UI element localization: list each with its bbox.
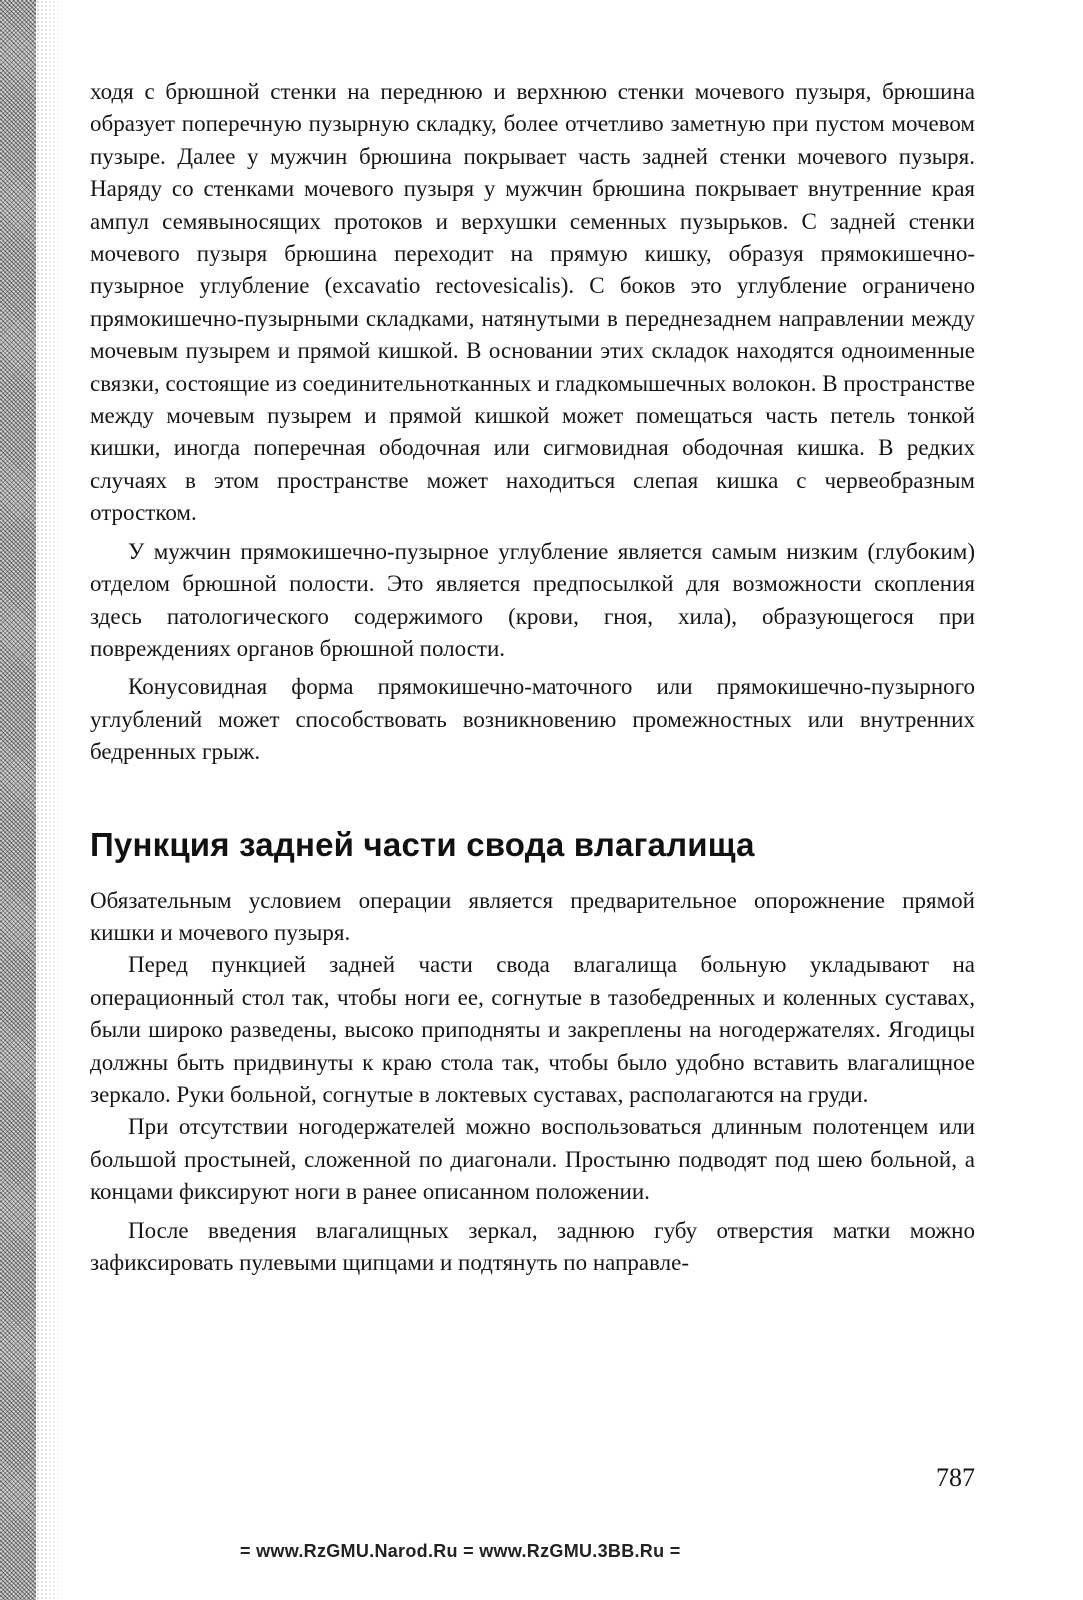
page-number: 787 — [936, 1463, 975, 1492]
page-content — [90, 76, 975, 1279]
section-heading: Пункция задней части свода влагалища — [90, 825, 755, 863]
section-paragraph: Обязательным условием операции является предварительное опорожнение прямой кишки и мочевого пузыря. — [90, 887, 975, 945]
footer-watermark: = www.RzGMU.Narod.Ru = www.RzGMU.3BB.Ru = — [240, 1541, 681, 1561]
body-paragraph: ходя с брюшной стенки на переднюю и верхнюю стенки мочевого пузыря, брюшина образует поперечную пузырную складку, более отчетливо заметную при пустом мочевом пузыре. Далее у мужчин брюшина покрывает часть задней стенки мочевого пузыря. Наряду со стенками мочевого пузыря у мужчин брюшина покрывает внутренние края ампул семявыносящих протоков и верхушки семенных пузырьков. С задней стенки мочевого пузыря брюшина переходит на прямую кишку, образуя прямокишечно-пузырное углубление (excavatio rectovesicalis). С боков это углубление ограничено прямокишечно-пузырными складками, натянутыми в переднезаднем направлении между мочевым пузырем и прямой кишкой. В основании этих складок находятся одноименные связки, состоящие из соединительнотканных и гладкомышечных волокон. В пространстве между мочевым пузырем и прямой кишкой может помещаться часть петель тонкой кишки, иногда поперечная ободочная или сигмовидная ободочная кишка. В редких случаях в этом пространстве может находиться слепая кишка с червеобразным отростком. — [90, 79, 975, 526]
book-binding-edge — [0, 0, 36, 1600]
section-paragraph: Перед пункцией задней части свода влагалища больную укладывают на операционный стол так, чтобы ноги ее, согнутые в тазобедренных и коленных суставах, были широко разведены, высоко приподняты и закреплены на ногодержателях. Ягодицы должны быть придвинуты к краю стола так, чтобы было удобно вставить влагалищное зеркало. Руки больной, согнутые в локтевых суставах, располагаются на груди. — [90, 952, 975, 1107]
section-paragraph: После введения влагалищных зеркал, заднюю губу отверстия матки можно зафиксировать пулевыми щипцами и подтянуть по направле- — [90, 1217, 975, 1275]
section-paragraph: При отсутствии ногодержателей можно воспользоваться длинным полотенцем или большой простыней, сложенной по диагонали. Простыню подводят под шею больной, а концами фиксируют ноги в ранее описанном положении. — [90, 1114, 975, 1205]
body-paragraph: У мужчин прямокишечно-пузырное углубление является самым низким (глубоким) отделом брюшной полости. Это является предпосылкой для возможности скопления здесь патологического содержимого (крови, гноя, хила), образующегося при повреждениях органов брюшной полости. — [90, 538, 975, 661]
body-paragraph: Конусовидная форма прямокишечно-маточного или прямокишечно-пузырного углублений может способствовать возникновению промежностных или внутренних бедренных грыж. — [90, 674, 975, 765]
